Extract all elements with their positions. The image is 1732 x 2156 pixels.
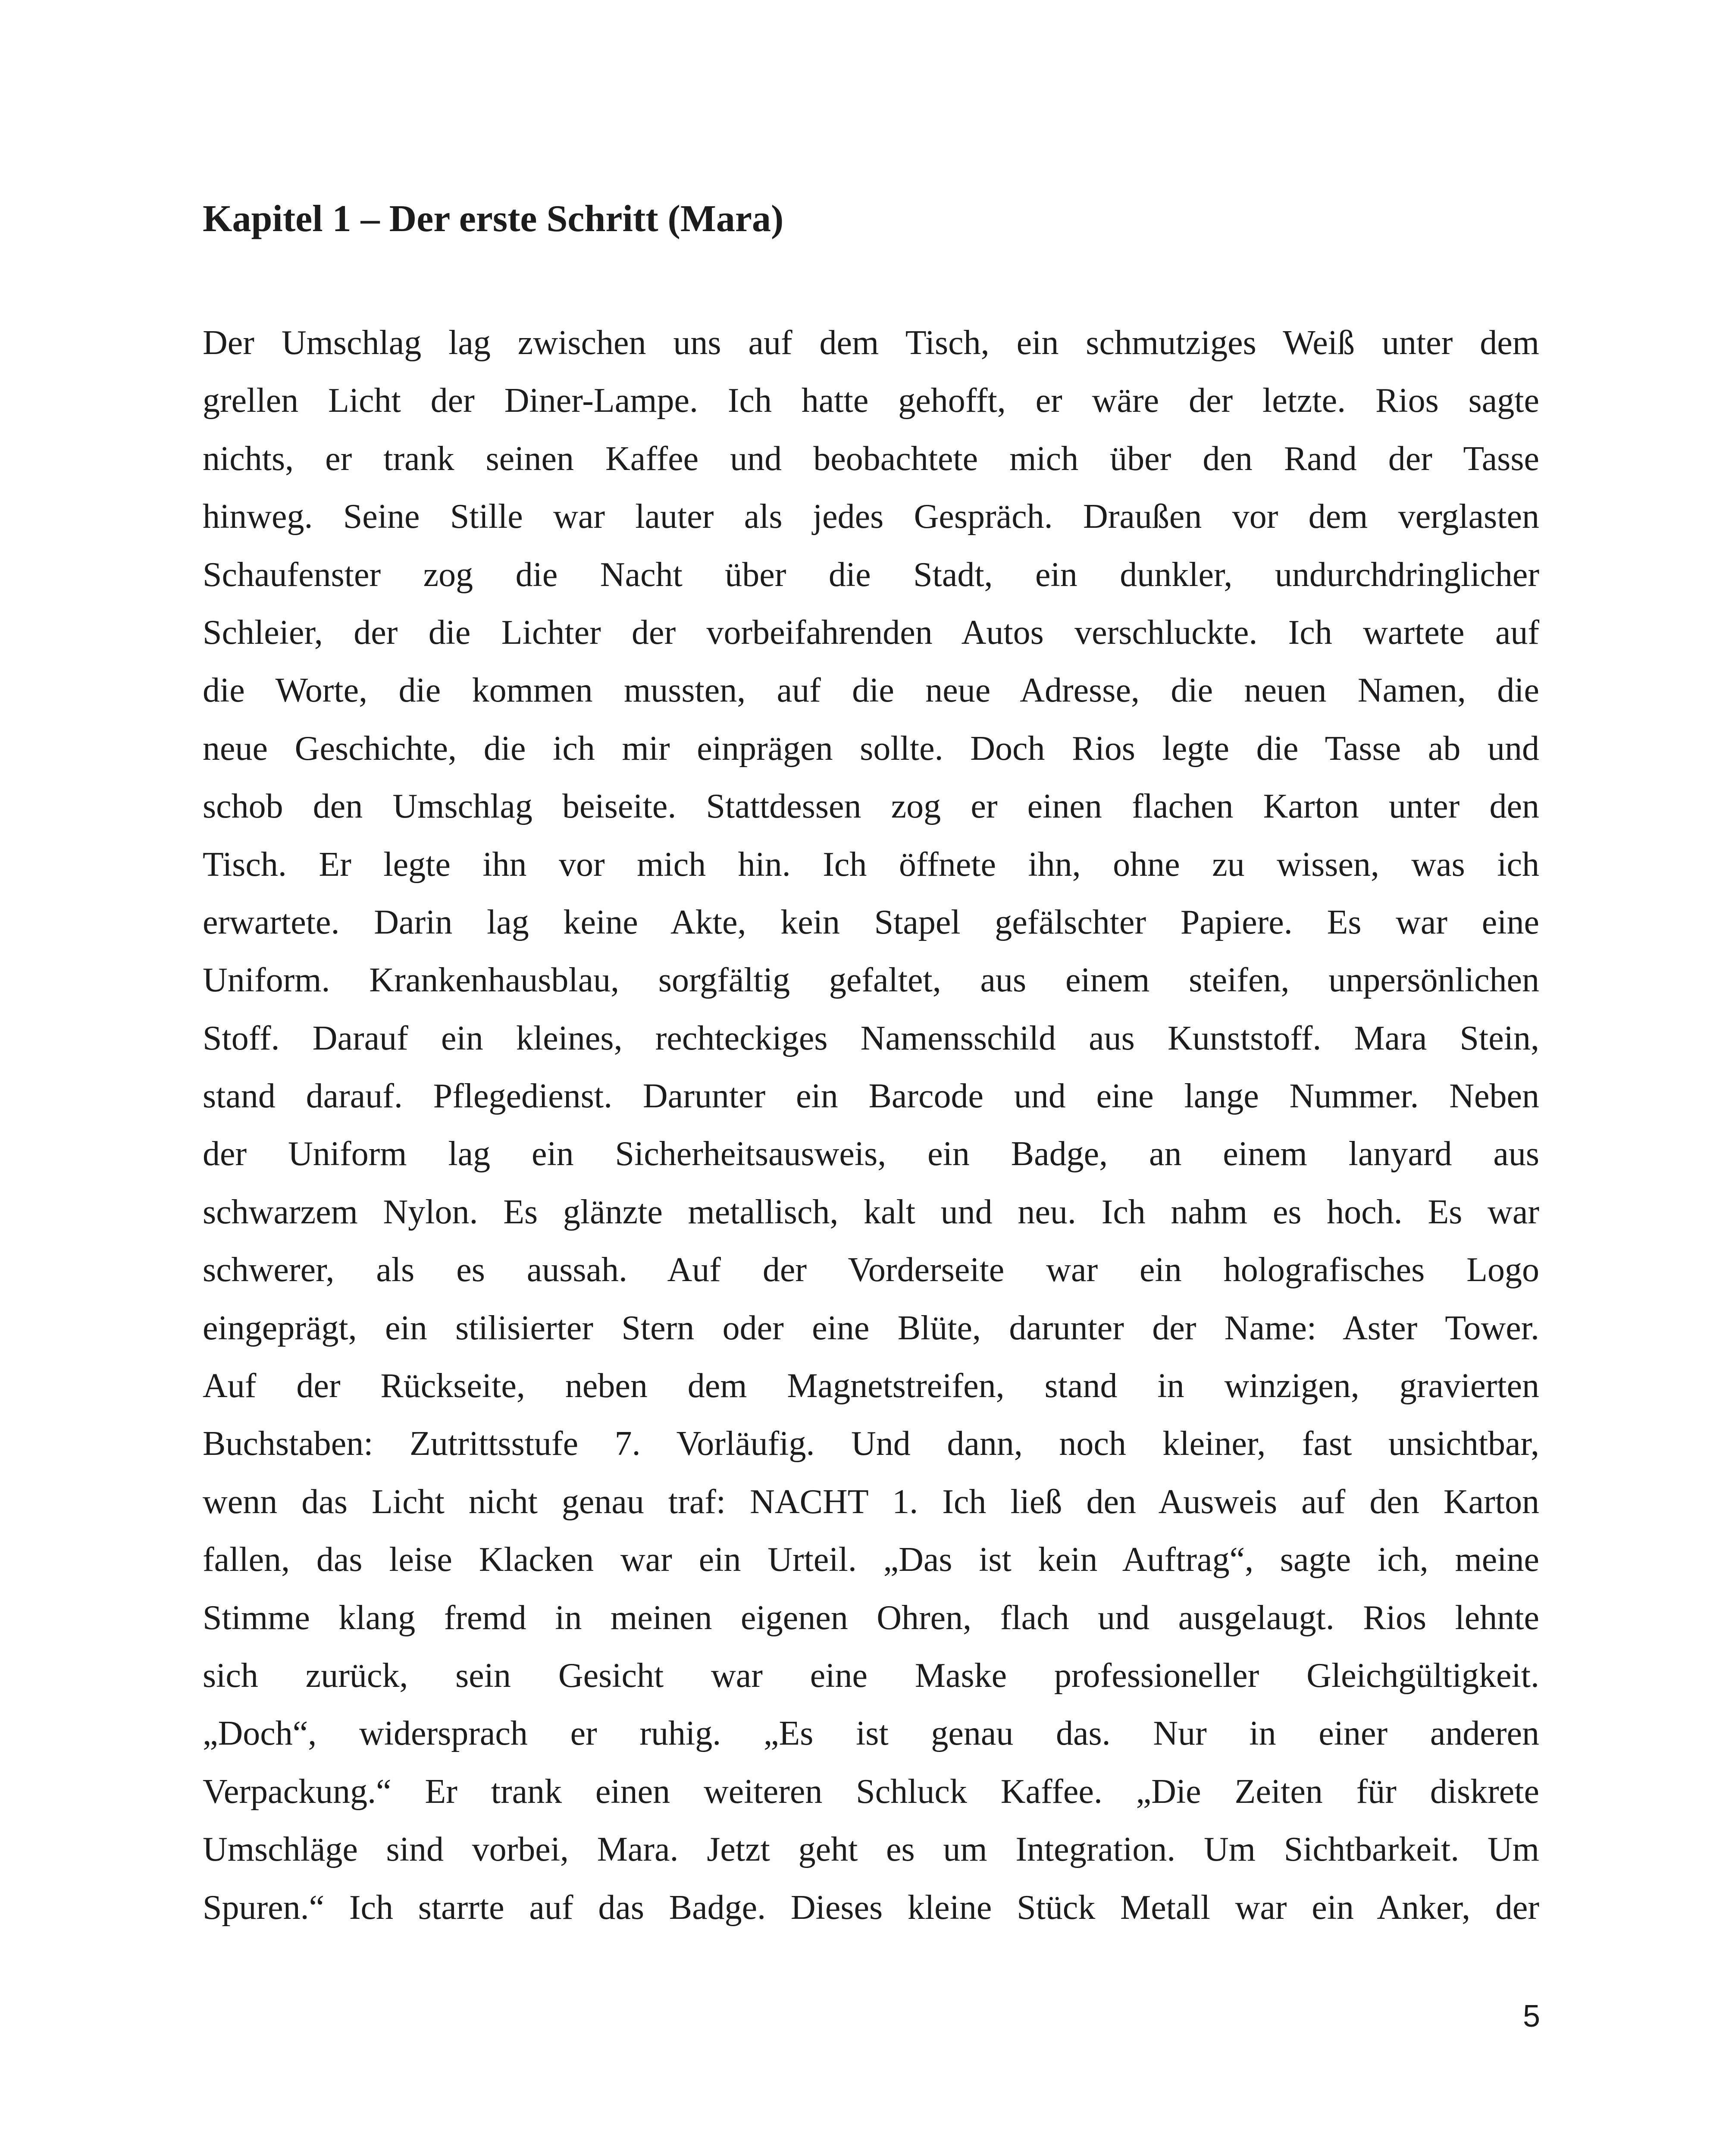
text-line-8: neue Geschichte, die ich mir einprägen sollte. Doch Rios legte die Tasse ab und — [203, 729, 1539, 768]
text-line-19: Auf der Rückseite, neben dem Magnetstreifen, stand in winzigen, gravierten — [203, 1367, 1539, 1405]
text-line-20: Buchstaben: Zutrittsstufe 7. Vorläufig. Und dann, noch kleiner, fast unsichtbar, — [203, 1425, 1539, 1463]
text-line-10: Tisch. Er legte ihn vor mich hin. Ich öffnete ihn, ohne zu wissen, was ich — [203, 845, 1539, 884]
text-line-9: schob den Umschlag beiseite. Stattdessen zog er einen flachen Karton unter den — [203, 787, 1539, 826]
text-line-15: der Uniform lag ein Sicherheitsausweis, ein Badge, an einem lanyard aus — [203, 1135, 1539, 1173]
text-line-22: fallen, das leise Klacken war ein Urteil. „Das ist kein Auftrag“, sagte ich, meine — [203, 1541, 1539, 1579]
text-line-4: hinweg. Seine Stille war lauter als jedes Gespräch. Draußen vor dem verglasten — [203, 498, 1539, 536]
text-line-18: eingeprägt, ein stilisierter Stern oder eine Blüte, darunter der Name: Aster Tower. — [203, 1309, 1539, 1347]
text-line-12: Uniform. Krankenhausblau, sorgfältig gefaltet, aus einem steifen, unpersönlichen — [203, 961, 1539, 1000]
text-line-23: Stimme klang fremd in meinen eigenen Ohren, flach und ausgelaugt. Rios lehnte — [203, 1598, 1539, 1637]
text-line-21: wenn das Licht nicht genau traf: NACHT 1. Ich ließ den Ausweis auf den Karton — [203, 1482, 1539, 1521]
text-line-24: sich zurück, sein Gesicht war eine Maske professioneller Gleichgültigkeit. — [203, 1656, 1539, 1695]
chapter-body-text — [203, 314, 1539, 1937]
text-line-26: Verpackung.“ Er trank einen weiteren Schluck Kaffee. „Die Zeiten für diskrete — [203, 1772, 1539, 1811]
text-line-17: schwerer, als es aussah. Auf der Vorderseite war ein holografisches Logo — [203, 1251, 1539, 1289]
text-line-3: nichts, er trank seinen Kaffee und beobachtete mich über den Rand der Tasse — [203, 439, 1539, 478]
text-line-28: Spuren.“ Ich starrte auf das Badge. Dieses kleine Stück Metall war ein Anker, der — [203, 1888, 1539, 1927]
text-line-2: grellen Licht der Diner-Lampe. Ich hatte gehofft, er wäre der letzte. Rios sagte — [203, 382, 1539, 420]
text-line-16: schwarzem Nylon. Es glänzte metallisch, kalt und neu. Ich nahm es hoch. Es war — [203, 1193, 1539, 1231]
text-line-25: „Doch“, widersprach er ruhig. „Es ist genau das. Nur in einer anderen — [203, 1714, 1539, 1753]
text-line-14: stand darauf. Pflegedienst. Darunter ein Barcode und eine lange Nummer. Neben — [203, 1077, 1539, 1116]
text-line-27: Umschläge sind vorbei, Mara. Jetzt geht es um Integration. Um Sichtbarkeit. Um — [203, 1830, 1539, 1869]
text-line-11: erwartete. Darin lag keine Akte, kein Stapel gefälschter Papiere. Es war eine — [203, 903, 1539, 941]
text-line-13: Stoff. Darauf ein kleines, rechteckiges Namensschild aus Kunststoff. Mara Stein, — [203, 1019, 1539, 1057]
chapter-title: Kapitel 1 – Der erste Schritt (Mara) — [203, 198, 784, 240]
page-number: 5 — [1522, 1999, 1540, 2034]
text-line-6: Schleier, der die Lichter der vorbeifahrenden Autos verschluckte. Ich wartete auf — [203, 613, 1539, 652]
text-line-5: Schaufenster zog die Nacht über die Stadt, ein dunkler, undurchdringlicher — [203, 555, 1539, 594]
text-line-1: Der Umschlag lag zwischen uns auf dem Tisch, ein schmutziges Weiß unter dem — [203, 324, 1539, 362]
text-line-7: die Worte, die kommen mussten, auf die neue Adresse, die neuen Namen, die — [203, 671, 1539, 710]
